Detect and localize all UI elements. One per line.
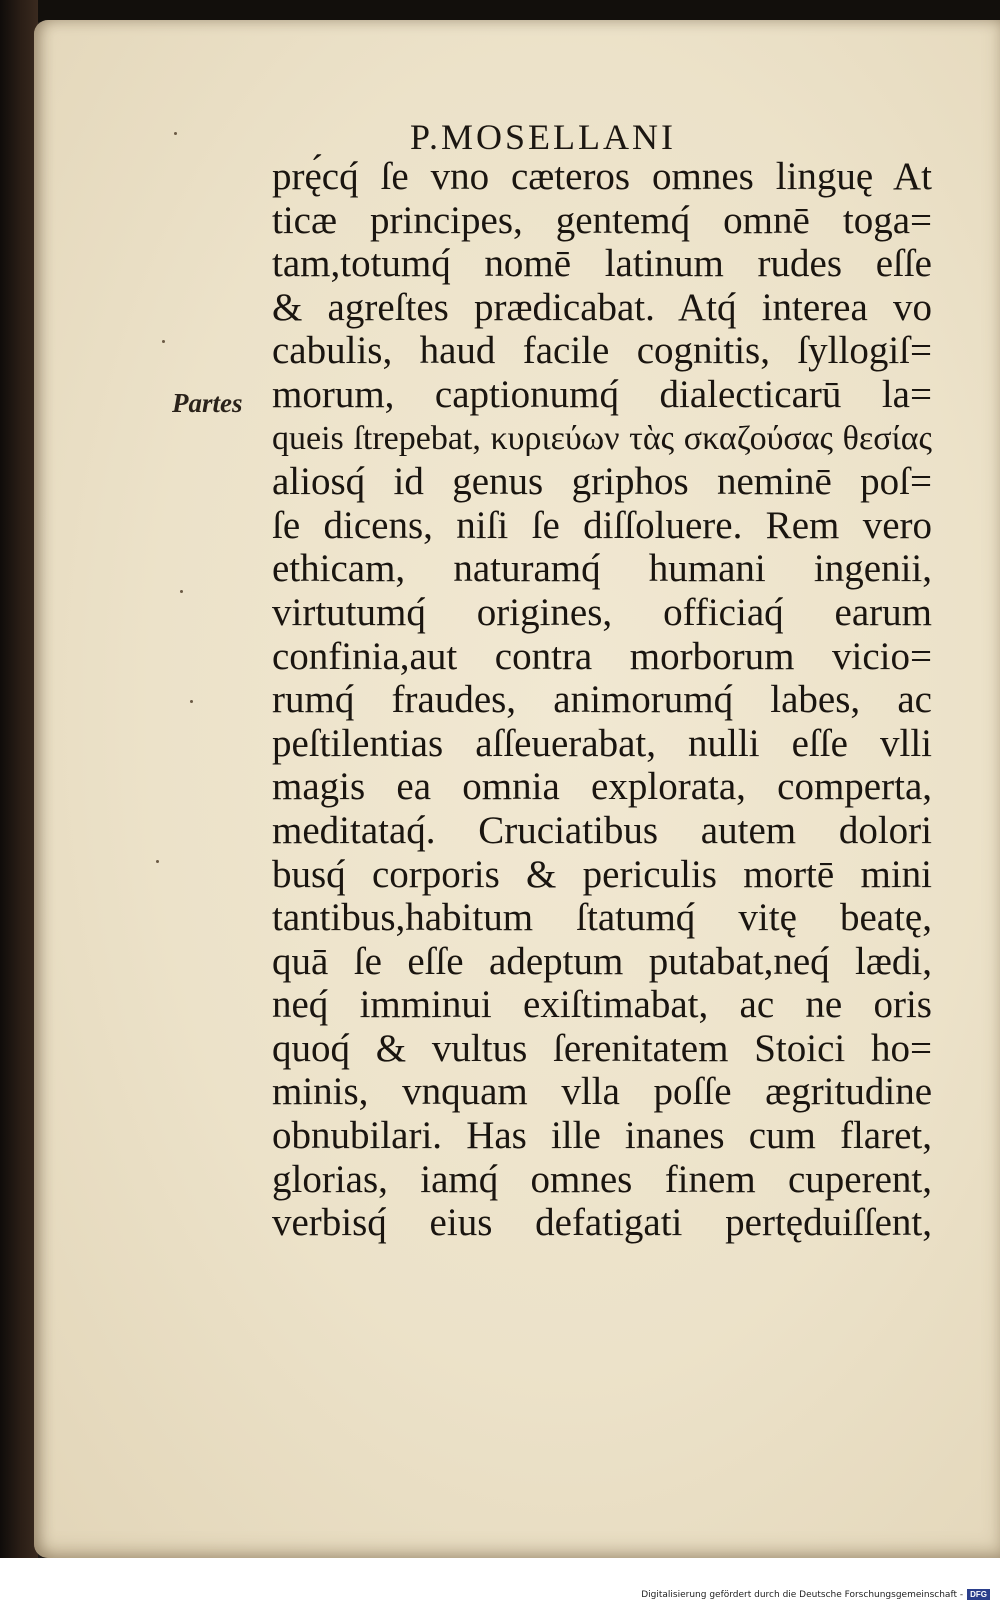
text-line: cabulis, haud facile cognitis, ſyllogiſ=	[272, 329, 932, 373]
text-line: aliosq́ id genus griphos neminē poſ=	[272, 460, 932, 504]
text-line: tantibus,habitum ſtatumq́ vitę beatę,	[272, 896, 932, 940]
digitization-credit	[641, 1589, 990, 1600]
text-line: neq́ imminui exiſtimabat, ac ne oris	[272, 983, 932, 1027]
text-line: rumq́ fraudes, animorumq́ labes, ac	[272, 678, 932, 722]
text-line: queis ſtrepebat, κυριεύων τὰς σκαζούσας θεσίας	[272, 419, 932, 457]
text-line: ſe dicens, niſi ſe diſſoluere. Rem vero	[272, 503, 932, 547]
paper-specks	[150, 120, 210, 920]
text-line: quoq́ & vultus ſerenitatem Stoici ho=	[272, 1026, 932, 1070]
book-binding-edge	[0, 0, 38, 1600]
text-line: glorias, iamq́ omnes finem cuperent,	[272, 1157, 932, 1201]
text-line: confinia,aut contra morborum vicio=	[272, 634, 932, 678]
text-line: virtutumq́ origines, officiaq́ earum	[272, 590, 932, 634]
text-line: tam,totumq́ nomē latinum rudes eſſe	[272, 242, 932, 286]
dfg-logo: DFG	[967, 1589, 990, 1600]
text-line: busq́ corporis & periculis mortē mini	[272, 852, 932, 896]
credit-text: Digitalisierung gefördert durch die Deutsche Forschungsgemeinschaft -	[641, 1589, 964, 1600]
marginal-note: Partes	[172, 388, 243, 418]
text-line: & agreſtes prædicabat. Atq́ interea vo	[272, 285, 932, 329]
text-line: quā ſe eſſe adeptum putabat,neq́ lædi,	[272, 939, 932, 983]
text-line: verbisq́ eius defatigati pertęduiſſent,	[272, 1201, 932, 1245]
text-line: magis ea omnia explorata, comperta,	[272, 765, 932, 809]
text-line: meditataq́. Cruciatibus autem dolori	[272, 808, 932, 852]
text-line: obnubilari. Has ille inanes cum flaret,	[272, 1114, 932, 1158]
text-line: ethicam, naturamq́ humani ingenii,	[272, 547, 932, 591]
text-line: peſtilentias aſſeuerabat, nulli eſſe vlli	[272, 721, 932, 765]
running-head: P.MOSELLANI	[410, 117, 677, 157]
text-line: minis, vnquam vlla poſſe ægritudine	[272, 1070, 932, 1114]
scan-border-top	[0, 0, 1000, 22]
text-line: morum, captionumq́ dialecticarū la=	[272, 372, 932, 416]
body-text	[272, 155, 932, 1245]
text-line: ticæ principes, gentemq́ omnē toga=	[272, 198, 932, 242]
text-line: prę́cq́ ſe vno cæteros omnes linguę At	[272, 155, 932, 198]
